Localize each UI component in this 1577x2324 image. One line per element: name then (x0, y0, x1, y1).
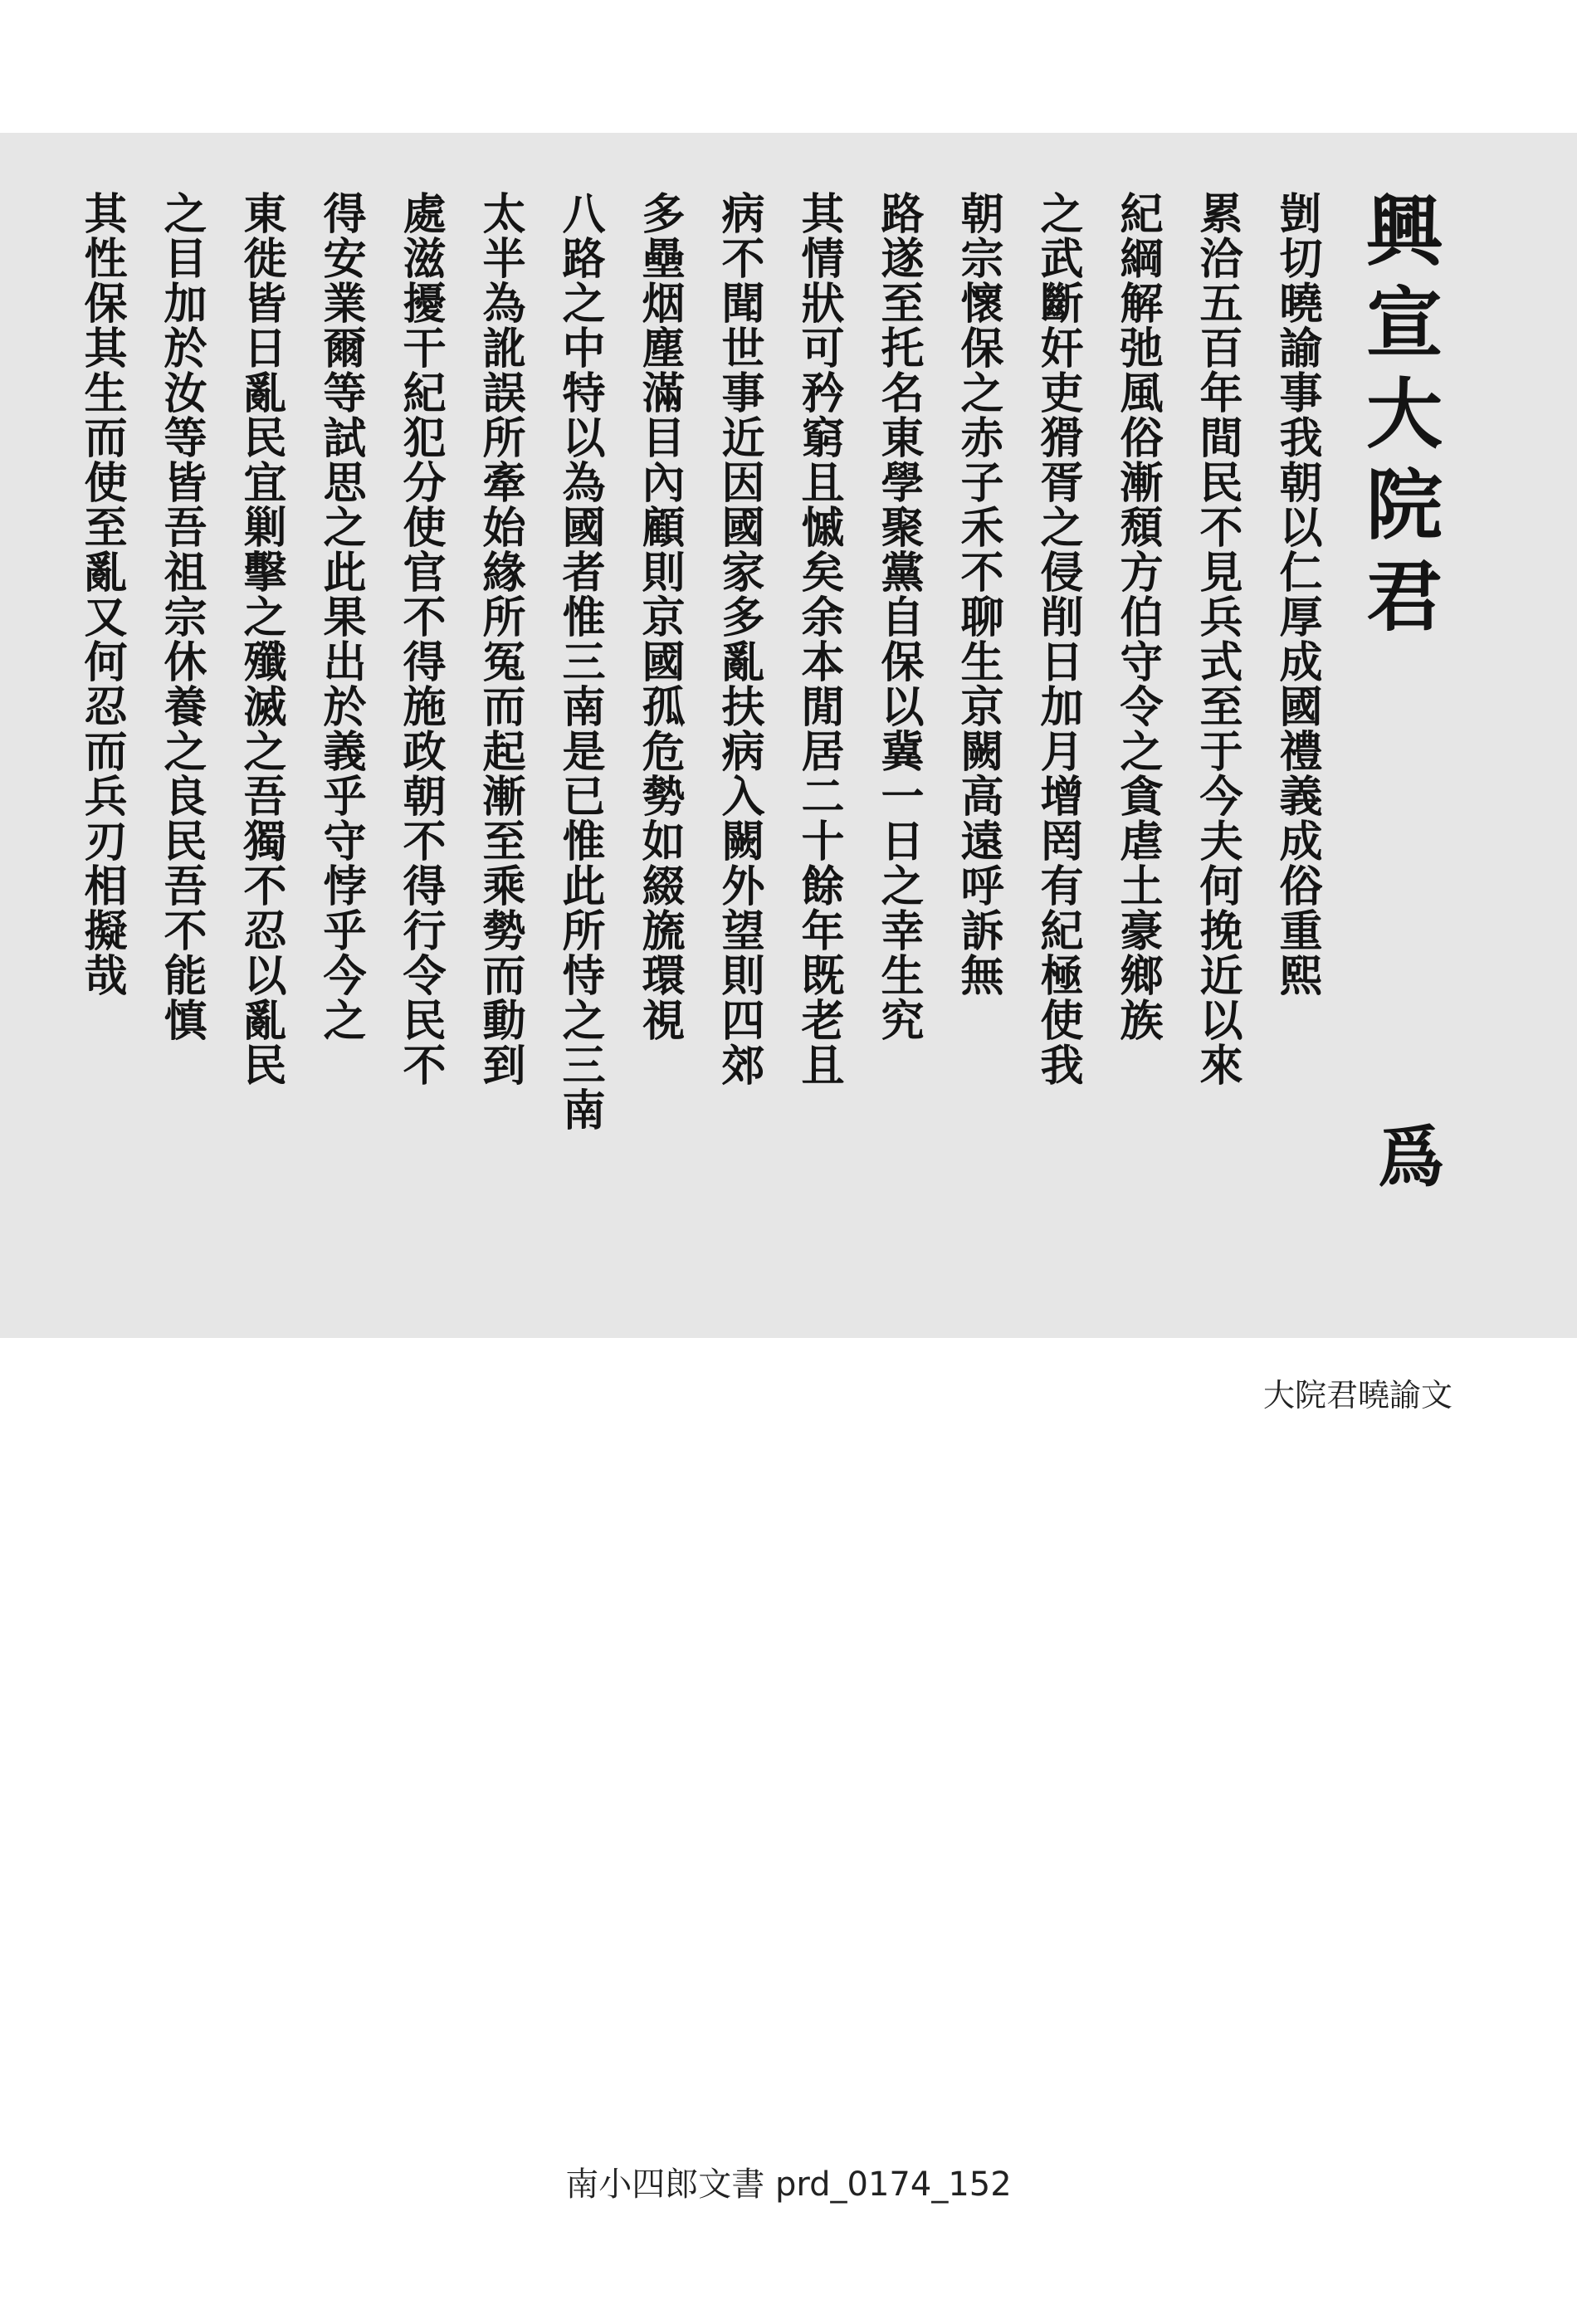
manuscript-text (76, 191, 1461, 1170)
manuscript-column: 路遂至托名東學聚黨自保以冀一日之幸生究 (873, 191, 924, 1042)
manuscript-column: 東徙皆日亂民宜剿擊之殲滅之吾獨不忍以亂民 (236, 191, 286, 1087)
manuscript-column: 朝宗懷保之赤子禾不聊生京闕高遠呼訴無 (953, 191, 1003, 998)
manuscript-column: 太半為訛誤所牽始緣所冤而起漸至乘勢而動到 (475, 191, 525, 1087)
manuscript-column: 八路之中特以為國者惟三南是已惟此所恃之三南 (554, 191, 605, 1132)
manuscript-column: 病不聞世事近因國家多亂扶病入闕外望則四郊 (714, 191, 764, 1087)
page-footer: 南小四郎文書 prd_0174_152 (565, 2165, 1012, 2204)
manuscript-column: 之武斷奸吏猾胥之侵削日加月增罔有紀極使我 (1033, 191, 1083, 1087)
manuscript-column: 得安業爾等試思之此果出於義乎守悖乎今之 (315, 191, 366, 1042)
manuscript-signature: 爲 (1378, 1118, 1444, 1196)
image-caption: 大院君曉諭文 (1262, 1377, 1452, 1413)
manuscript-column: 累洽五百年間民不見兵式至于今夫何挽近以來 (1192, 191, 1243, 1087)
manuscript-column: 其性保其生而使至亂又何忍而兵刃相擬哉 (76, 191, 127, 998)
manuscript-title: 興宣大院君 (1354, 191, 1443, 647)
manuscript-column: 處滋擾干紀犯分使官不得施政朝不得行令民不 (395, 191, 446, 1087)
manuscript-column: 紀綱解弛風俗漸頹方伯守令之貪虐土豪鄉族 (1112, 191, 1163, 1042)
manuscript-column: 其情狀可矜窮且慽矣余本閒居二十餘年既老且 (793, 191, 844, 1087)
manuscript-column: 之目加於汝等皆吾祖宗休養之良民吾不能慎 (156, 191, 207, 1042)
manuscript-column: 多壘烟塵滿目內顧則京國孤危勢如綴旒環視 (634, 191, 685, 1042)
manuscript-column: 剴切曉諭事我朝以仁厚成國禮義成俗重熙 (1272, 191, 1322, 998)
